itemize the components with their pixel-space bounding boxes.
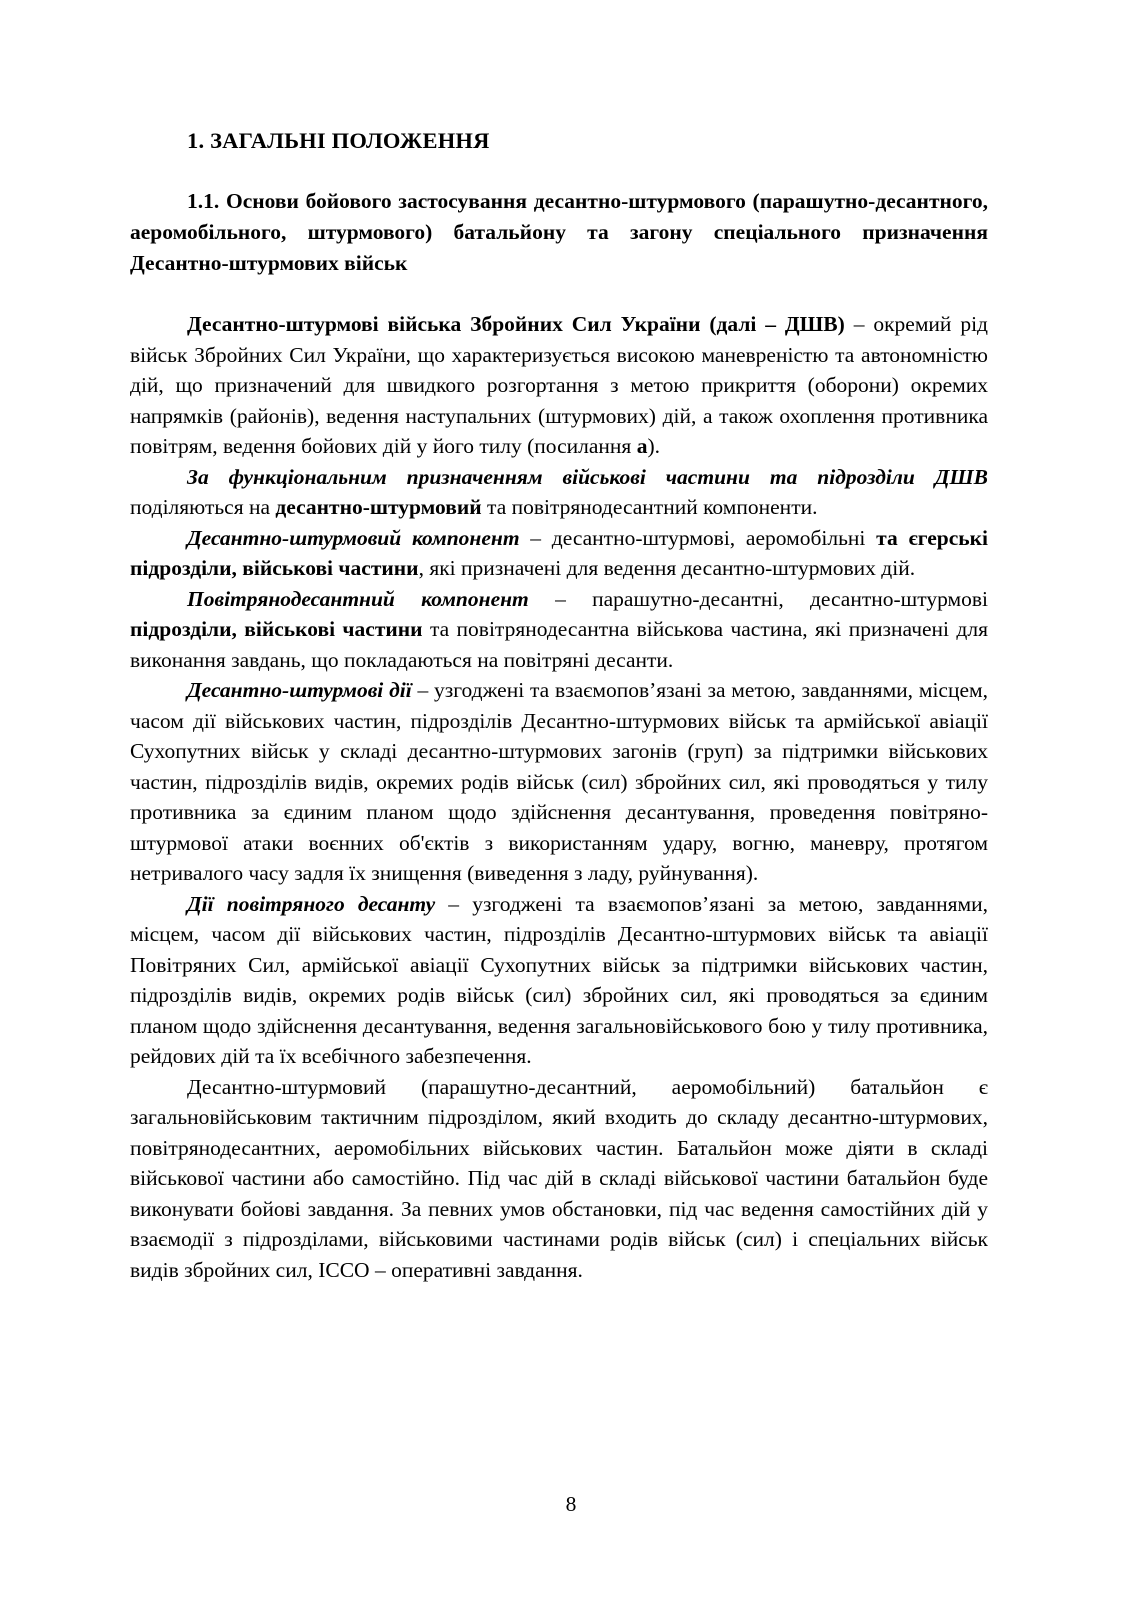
paragraph-assault-component bbox=[130, 523, 988, 584]
text-segment: підрозділи, військові частини bbox=[130, 617, 423, 641]
text-segment: ). bbox=[647, 434, 660, 458]
text-segment: поділяються на bbox=[130, 495, 276, 519]
text-segment: Десантно-штурмові війська Збройних Сил України (далі – ДШВ) bbox=[187, 312, 845, 336]
text-segment: Повітрянодесантний компонент bbox=[187, 586, 529, 611]
text-segment: Дії повітряного десанту bbox=[187, 891, 436, 916]
text-segment: – узгоджені та взаємопов’язані за метою, завданнями, місцем, часом дії військових частин, підрозділів Десантно-штурмових військ та авіації Повітряних Сил, армійської авіації Сухопутних військ за підтримки військових частин, підрозділів видів, окремих родів військ (сил) збройних сил, які проводяться за єдиним планом щодо здійснення десантування, ведення загальновійськового бою у тилу противника, рейдових дій та їх всебічного забезпечення. bbox=[130, 891, 989, 1068]
text-segment: та єгерські підрозділи, військові частини bbox=[130, 525, 989, 580]
paragraph-battalion bbox=[130, 1072, 988, 1286]
subsection-heading: 1.1. Основи бойового застосування десантно-штурмового (парашутно-десантного, аеромобільного, штурмового) батальйону та загону спеціального призначення Десантно-штурмових військ bbox=[130, 189, 988, 275]
text-segment: , які призначені для ведення десантно-штурмових дій. bbox=[418, 556, 916, 580]
text-segment: Десантно-штурмові дії bbox=[187, 678, 412, 702]
paragraph-definition-dshv bbox=[130, 309, 988, 462]
paragraph-functional-purpose bbox=[130, 462, 988, 523]
text-segment: десантно-штурмовий bbox=[275, 495, 482, 519]
text-segment: – окремий рід військ Збройних Сил України, що характеризується високою маневреністю та автономністю дій, що призначений для швидкого розгортання з метою прикриття (оборони) окремих напрямків (районів), ведення наступальних (штурмових) дій, а також охоплення противника повітрям, ведення бойових дій у його тилу (посилання bbox=[130, 312, 988, 458]
page-number: 8 bbox=[565, 1492, 577, 1516]
text-segment: За функціональним призначенням військові частини та підрозділи ДШВ bbox=[187, 464, 988, 489]
text-segment: Десантно-штурмовий (парашутно-десантний, аеромобільний) батальйон є загальновійськовим тактичним підрозділом, який входить до складу десантно-штурмових, повітрянодесантних, аеромобільних військових частин. Батальйон може діяти в складі військової частини або самостійно. Під час дій в складі військової частини батальйон буде виконувати бойові завдання. За певних умов обстановки, під час ведення самостійних дій у взаємодії з підрозділами, військовими частинами родів військ (сил) і спеціальних військ видів збройних сил, ІССО – оперативні завдання. bbox=[130, 1074, 988, 1282]
paragraph-airborne-component bbox=[130, 584, 988, 676]
text-segment: – десантно-штурмові, аеромобільні bbox=[519, 525, 877, 550]
text-segment: Десантно-штурмовий компонент bbox=[187, 525, 520, 550]
paragraph-assault-actions bbox=[130, 675, 988, 889]
paragraph-airborne-actions bbox=[130, 889, 988, 1072]
text-segment: та повітрянодесантний компоненти. bbox=[481, 495, 818, 519]
section-title: 1. ЗАГАЛЬНІ ПОЛОЖЕННЯ bbox=[187, 128, 490, 153]
page-content bbox=[130, 126, 988, 1285]
text-segment: – узгоджені та взаємопов’язані за метою, завданнями, місцем, часом дії військових частин, підрозділів Десантно-штурмових військ та армійської авіації Сухопутних військ у складі десантно-штурмових загонів (груп) за підтримки військових частин, підрозділів видів, окремих родів військ (сил) збройних сил, які проводяться у тилу противника за єдиним планом щодо здійснення десантування, проведення повітряно-штурмової атаки воєнних об'єктів з використанням удару, вогню, маневру, протягом нетривалого часу задля їх знищення (виведення з ладу, руйнування). bbox=[130, 678, 988, 885]
text-segment: а bbox=[636, 434, 648, 458]
text-segment: та повітрянодесантна військова частина, які призначені для виконання завдань, що покладаються на повітряні десанти. bbox=[130, 617, 988, 672]
text-segment: – парашутно-десантні, десантно-штурмові bbox=[528, 586, 988, 611]
